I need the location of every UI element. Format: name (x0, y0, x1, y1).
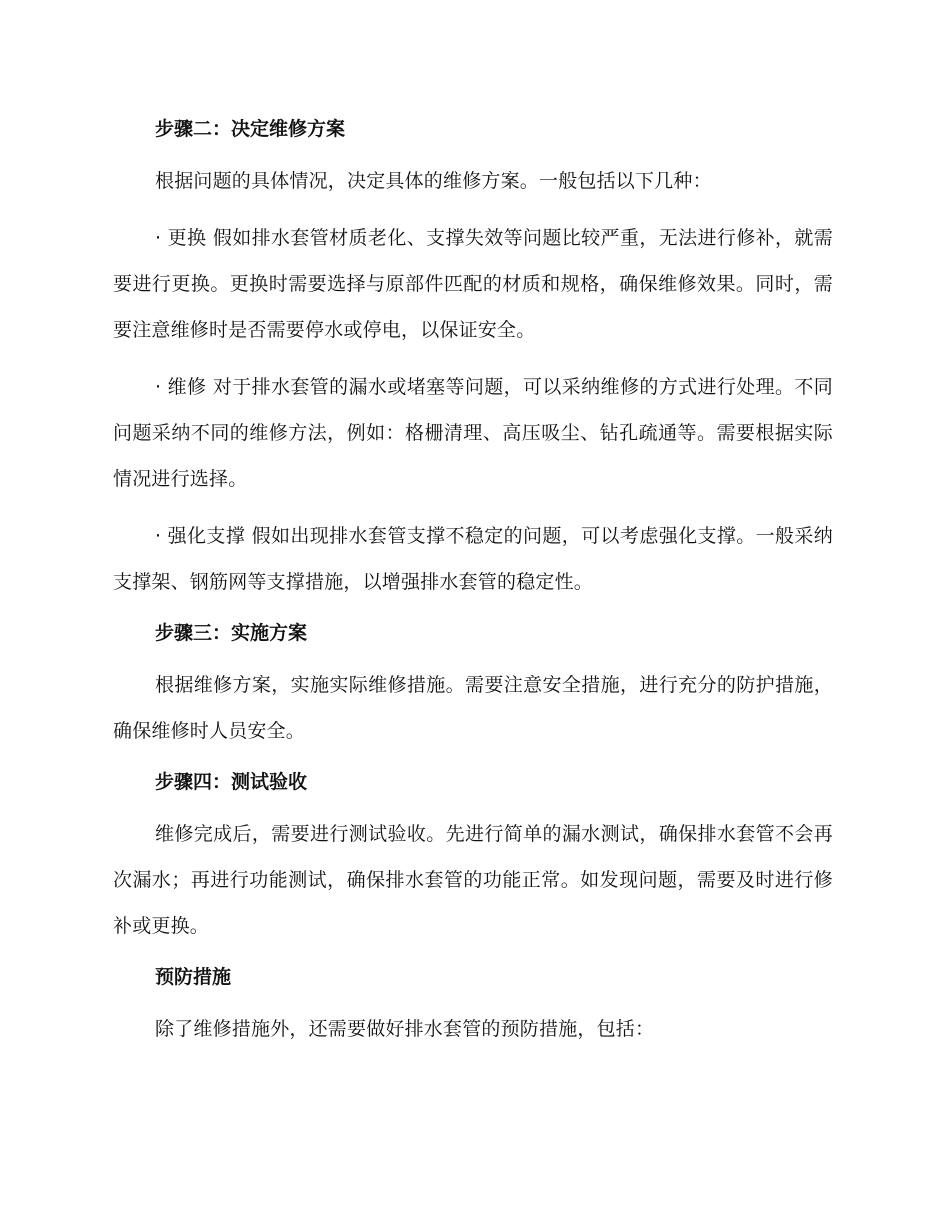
paragraph-test-acceptance: 维修完成后，需要进行测试验收。先进行简单的漏水测试，确保排水套管不会再次漏水；再进行功能测试，确保排水套管的功能正常。如发现问题，需要及时进行修补或更换。 (113, 823, 833, 937)
paragraph-intro-plan: 根据问题的具体情况，决定具体的维修方案。一般包括以下几种： (155, 170, 712, 192)
paragraph-prevention-intro: 除了维修措施外，还需要做好排水套管的预防措施，包括： (155, 1018, 655, 1040)
heading-step-four: 步骤四：测试验收 (155, 771, 308, 793)
heading-prevention: 预防措施 (155, 966, 232, 988)
paragraph-implement: 根据维修方案，实施实际维修措施。需要注意安全措施，进行充分的防护措施，确保维修时人员安全。 (113, 674, 833, 742)
paragraph-reinforce-support: · 强化支撑 假如出现排水套管支撑不稳定的问题，可以考虑强化支撑。一般采纳支撑架、钢筋网等支撑措施，以增强排水套管的稳定性。 (113, 525, 833, 593)
paragraph-replace: · 更换 假如排水套管材质老化、支撑失效等问题比较严重，无法进行修补，就需要进行更换。更换时需要选择与原部件匹配的材质和规格，确保维修效果。同时，需要注意维修时是否需要停水或停电，以保证安全。 (113, 227, 833, 341)
heading-step-three: 步骤三：实施方案 (155, 622, 308, 644)
heading-step-two: 步骤二：决定维修方案 (155, 118, 346, 140)
document-page (113, 112, 833, 1052)
paragraph-repair: · 维修 对于排水套管的漏水或堵塞等问题，可以采纳维修的方式进行处理。不同问题采纳不同的维修方法，例如：格栅清理、高压吸尘、钻孔疏通等。需要根据实际情况进行选择。 (113, 376, 833, 490)
